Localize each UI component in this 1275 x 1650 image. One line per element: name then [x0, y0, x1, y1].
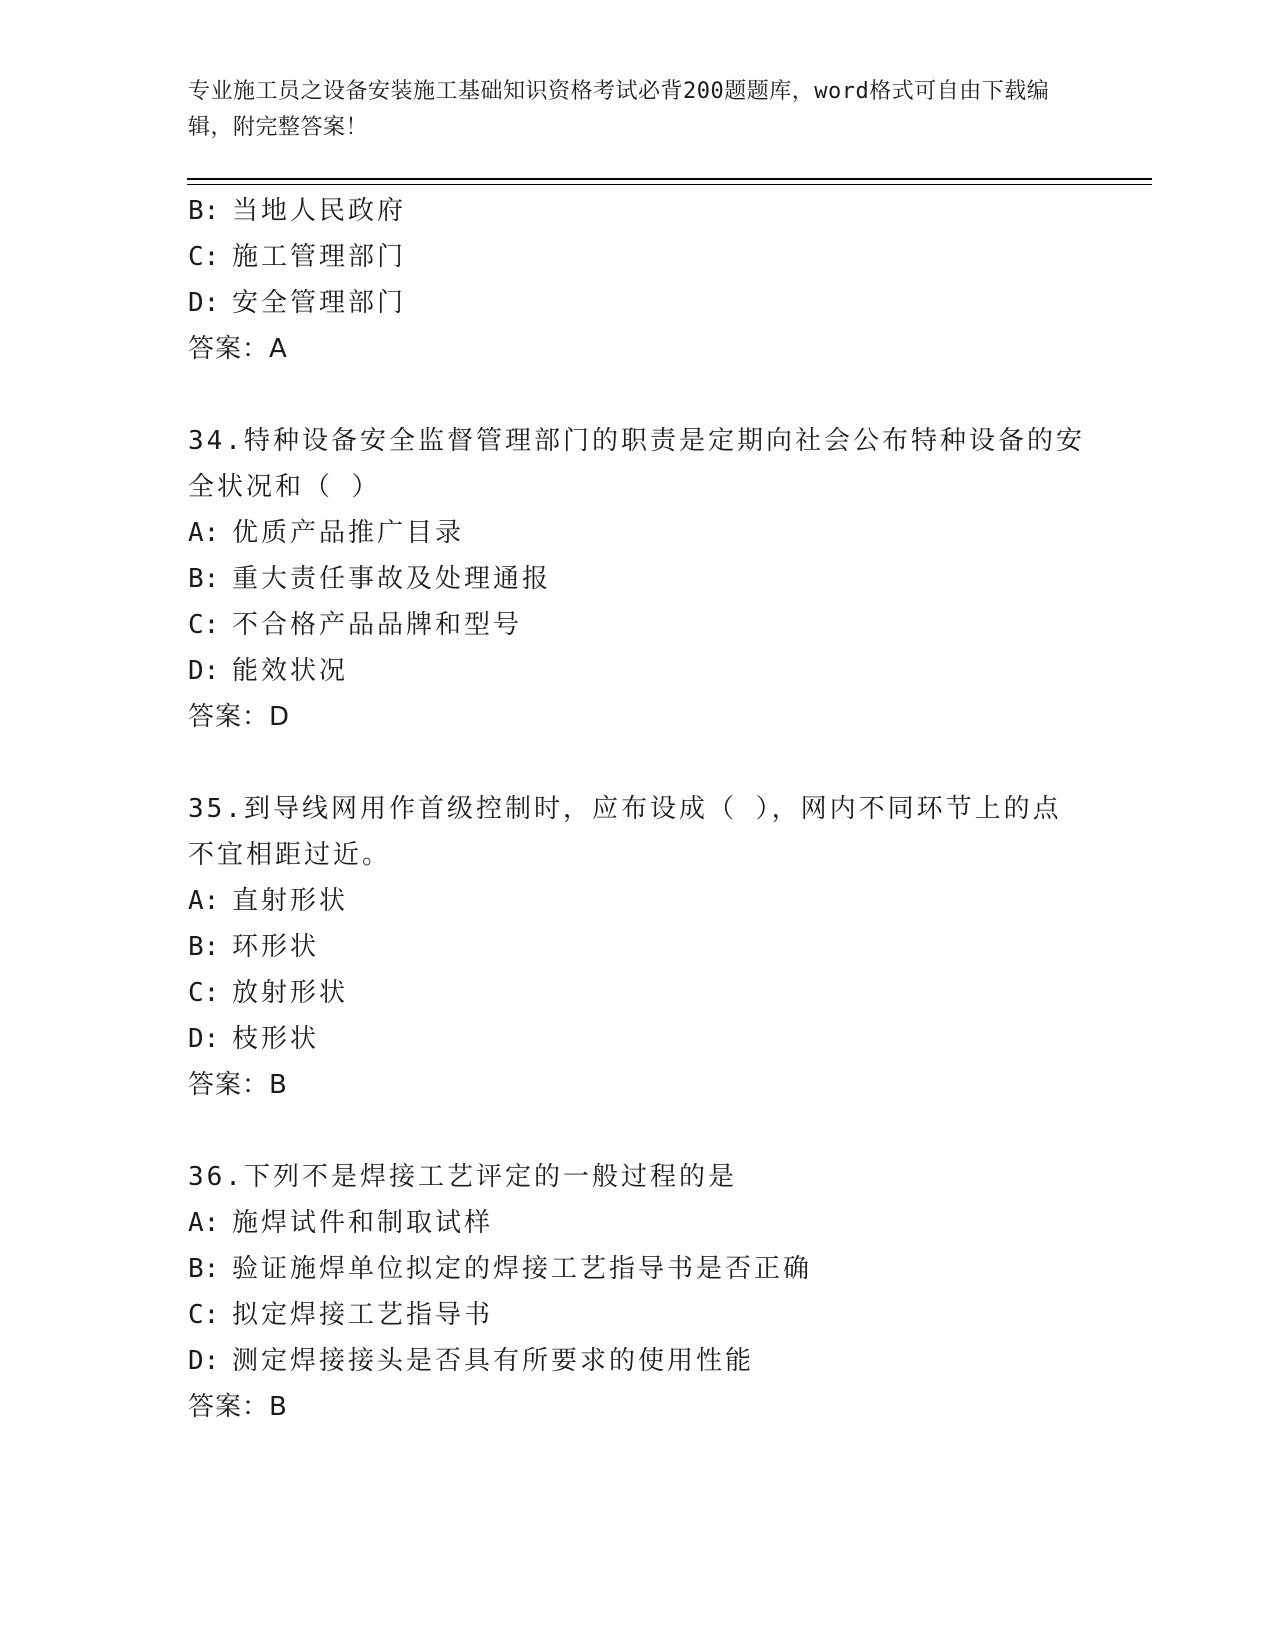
option-letter: B:: [188, 196, 220, 226]
option-text: 施工管理部门: [232, 242, 407, 272]
option-d: [188, 1338, 1088, 1384]
option-c: [188, 1292, 1088, 1338]
question-block-33: [188, 188, 1088, 372]
document-header: 专业施工员之设备安装施工基础知识资格考试必背200题题库，word格式可自由下载编辑，附完整答案！: [188, 79, 1050, 140]
option-text: 不合格产品品牌和型号: [232, 610, 523, 640]
answer-line: 答案：B: [188, 1070, 288, 1100]
option-text: 测定焊接接头是否具有所要求的使用性能: [232, 1346, 755, 1376]
answer-line: 答案：D: [188, 702, 291, 732]
option-d: [188, 280, 1088, 326]
option-a: [188, 510, 1088, 556]
option-letter: D:: [188, 1024, 220, 1054]
option-a: [188, 878, 1088, 924]
question-text: 34.特种设备安全监督管理部门的职责是定期向社会公布特种设备的安全状况和（ ）: [188, 426, 1085, 502]
answer-line: 答案：B: [188, 1392, 288, 1422]
option-letter: C:: [188, 978, 220, 1008]
option-letter: D:: [188, 1346, 220, 1376]
option-text: 当地人民政府: [232, 196, 407, 226]
option-text: 枝形状: [232, 1024, 320, 1054]
option-letter: B:: [188, 564, 220, 594]
option-letter: C:: [188, 1300, 220, 1330]
option-b: [188, 188, 1088, 234]
option-b: [188, 556, 1088, 602]
option-letter: D:: [188, 288, 220, 318]
option-b: [188, 1246, 1088, 1292]
question-block-34: [188, 418, 1088, 740]
option-text: 施焊试件和制取试样: [232, 1208, 494, 1238]
option-letter: A:: [188, 1208, 220, 1238]
header-divider: [187, 178, 1152, 185]
option-letter: A:: [188, 518, 220, 548]
option-c: [188, 234, 1088, 280]
option-b: [188, 924, 1088, 970]
question-text: 35.到导线网用作首级控制时，应布设成（ ），网内不同环节上的点不宜相距过近。: [188, 794, 1062, 870]
spacer: [188, 1108, 1088, 1154]
option-c: [188, 970, 1088, 1016]
option-d: [188, 648, 1088, 694]
spacer: [188, 372, 1088, 418]
option-text: 优质产品推广目录: [232, 518, 465, 548]
option-text: 重大责任事故及处理通报: [232, 564, 552, 594]
question-block-35: [188, 786, 1088, 1108]
spacer: [188, 740, 1088, 786]
option-text: 验证施焊单位拟定的焊接工艺指导书是否正确: [232, 1254, 813, 1284]
option-d: [188, 1016, 1088, 1062]
option-c: [188, 602, 1088, 648]
option-text: 环形状: [232, 932, 320, 962]
option-text: 拟定焊接工艺指导书: [232, 1300, 494, 1330]
option-text: 能效状况: [232, 656, 349, 686]
question-block-36: [188, 1154, 1088, 1430]
option-letter: C:: [188, 610, 220, 640]
option-letter: B:: [188, 1254, 220, 1284]
option-text: 直射形状: [232, 886, 349, 916]
option-text: 放射形状: [232, 978, 349, 1008]
option-letter: B:: [188, 932, 220, 962]
answer-line: 答案：A: [188, 334, 288, 364]
option-letter: C:: [188, 242, 220, 272]
question-list: [188, 188, 1088, 1430]
option-a: [188, 1200, 1088, 1246]
option-letter: D:: [188, 656, 220, 686]
question-text: 36.下列不是焊接工艺评定的一般过程的是: [188, 1162, 737, 1192]
option-text: 安全管理部门: [232, 288, 407, 318]
option-letter: A:: [188, 886, 220, 916]
